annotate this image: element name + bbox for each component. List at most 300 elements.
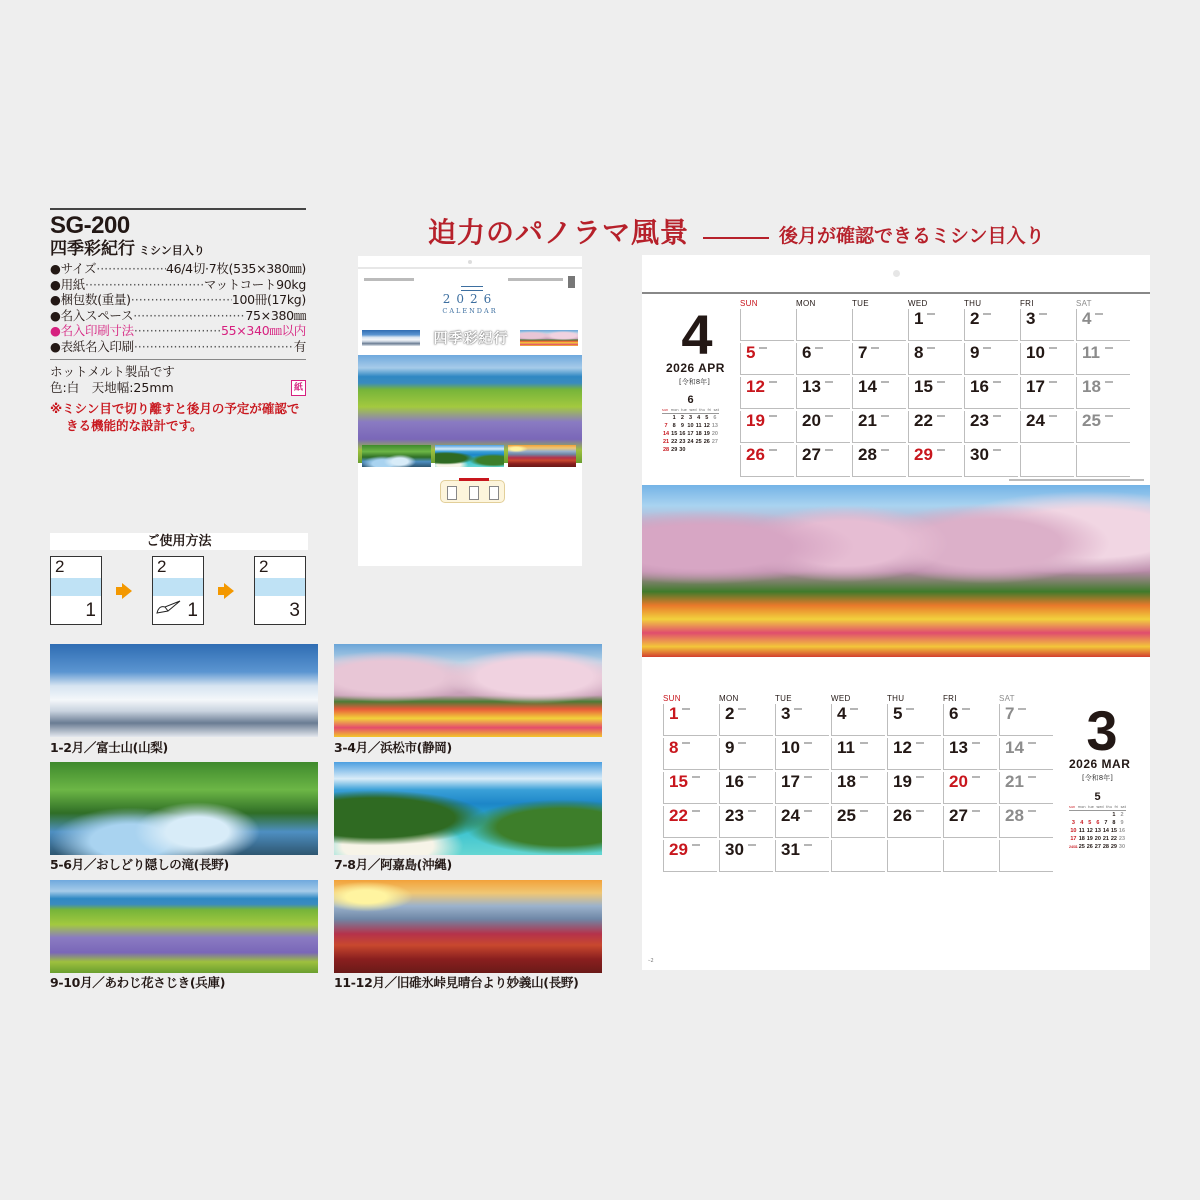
day-cell: [831, 840, 885, 872]
mini-day: 4: [697, 415, 701, 421]
day-number: 17: [781, 772, 800, 791]
day-number: 27: [802, 445, 821, 464]
panorama-photo-hamamatsu: [642, 485, 1150, 657]
rokuyo-note: [860, 776, 868, 778]
march-number: 3: [1086, 699, 1118, 762]
mini-day: 3: [688, 415, 693, 421]
day-cell: [852, 377, 906, 409]
rokuyo-note: [993, 415, 1001, 417]
mini-weekday: sun: [1069, 805, 1076, 809]
rokuyo-note: [850, 708, 858, 710]
mini-day: 27: [1094, 844, 1101, 850]
day-cell: [964, 411, 1018, 443]
mini-day: 13: [1094, 828, 1101, 834]
rokuyo-note: [937, 415, 945, 417]
spec-value: 100冊(17kg): [231, 292, 306, 308]
day-number: 15: [669, 772, 688, 791]
day-cell: [775, 840, 829, 872]
mini-day: 17: [687, 431, 694, 437]
mini-day: 29: [1110, 844, 1117, 850]
mini-days: [662, 414, 719, 454]
rokuyo-note: [815, 347, 823, 349]
mini-day: 7: [664, 423, 668, 429]
mini-calendar-may: [1069, 791, 1126, 851]
mini-weekday: wed: [1096, 805, 1104, 809]
april-label: 2026 APR: [666, 361, 725, 375]
rokuyo-note: [1095, 313, 1103, 315]
rokuyo-note: [1039, 313, 1047, 315]
day-number: 10: [781, 738, 800, 757]
mini-day: 18: [1078, 836, 1085, 842]
mini-weekday: thu: [1106, 805, 1112, 809]
day-cell: [999, 806, 1053, 838]
rokuyo-note: [748, 810, 756, 812]
mini-day: [695, 446, 703, 454]
day-cell: [908, 309, 962, 341]
mini-day: [1086, 811, 1094, 819]
day-cell: [964, 343, 1018, 375]
mini-month-number: 6: [687, 394, 694, 406]
day-cell: [943, 806, 997, 838]
usage-step-1: [50, 556, 102, 625]
mini-weekday: sat: [1120, 805, 1126, 809]
rokuyo-note: [825, 449, 833, 451]
day-cell: [719, 704, 773, 736]
weekday-header: SAT: [999, 694, 1015, 703]
day-number: 1: [669, 704, 679, 723]
day-cell: [887, 772, 941, 804]
thumbnail-caption: 3-4月／浜松市(静岡): [334, 740, 452, 755]
weekday-header: SUN: [663, 694, 681, 703]
thumbnail-myogi: [334, 880, 602, 973]
day-cell: [852, 411, 906, 443]
rokuyo-note: [825, 415, 833, 417]
spec-key: ●名入スペース: [50, 307, 134, 323]
day-cell: [943, 738, 997, 770]
paper-icon: 紙: [291, 380, 306, 396]
rokuyo-note: [1028, 742, 1036, 744]
day-number: 20: [802, 411, 821, 430]
mini-day: 18: [695, 431, 702, 437]
day-cell: [796, 445, 850, 477]
mini-weekday: wed: [689, 408, 697, 412]
thumbnail-caption: 5-6月／おしどり隠しの滝(長野): [50, 857, 229, 872]
step-bottom-number: 1: [85, 600, 96, 621]
thumbnail-hamamatsu: [334, 644, 602, 737]
mini-day: 15: [1110, 828, 1117, 834]
day-cell: [775, 704, 829, 736]
usage-step-2: [152, 556, 204, 625]
leader-dots: [85, 277, 204, 293]
day-number: 12: [746, 377, 765, 396]
mini-day: 10: [1070, 828, 1077, 834]
hanging-hook: [358, 256, 582, 269]
rokuyo-note: [881, 449, 889, 451]
day-cell: [663, 806, 717, 838]
mini-day: 20: [711, 431, 718, 437]
rokuyo-note: [738, 742, 746, 744]
mini-weekday: tue: [681, 408, 687, 412]
day-cell: [1076, 343, 1130, 375]
mini-day: 28: [663, 447, 670, 453]
day-cell: [775, 738, 829, 770]
day-cell: [943, 704, 997, 736]
mini-day: [1069, 811, 1078, 819]
day-cell: [740, 377, 794, 409]
headline: [428, 211, 1045, 251]
day-number: 21: [858, 411, 877, 430]
rokuyo-note: [769, 381, 777, 383]
cover-usage-label: [459, 478, 489, 481]
mini-day: 6: [713, 415, 717, 421]
page-icon: [489, 486, 499, 500]
spec-row: [50, 277, 306, 293]
mini-day: [711, 446, 719, 454]
cover-thumb-falls: [362, 445, 431, 467]
day-number: 19: [746, 411, 765, 430]
rokuyo-note: [962, 708, 970, 710]
mini-day: 24: [687, 439, 694, 445]
rokuyo-note: [769, 415, 777, 417]
mini-day: 1: [1112, 812, 1116, 818]
rokuyo-note: [906, 708, 914, 710]
headline-sub: 後月が確認できるミシン目入り: [779, 225, 1045, 247]
day-number: 30: [725, 840, 744, 859]
cover-title: 四季彩紀行: [433, 331, 509, 347]
april-number: 4: [681, 303, 713, 366]
rokuyo-note: [937, 449, 945, 451]
rokuyo-note: [769, 449, 777, 451]
mini-day: 7: [1104, 820, 1108, 826]
cover-strip-fuji: [362, 330, 420, 346]
spec-row: [50, 323, 306, 339]
mini-weekday: mon: [1077, 805, 1086, 809]
weekday-header: FRI: [943, 694, 957, 703]
perforation-band: [153, 578, 203, 596]
rokuyo-note: [1105, 415, 1113, 417]
day-number: 22: [669, 806, 688, 825]
weekday-header: WED: [908, 299, 928, 308]
day-cell: [999, 738, 1053, 770]
thumbnail-fuji: [50, 644, 318, 737]
day-number: 29: [669, 840, 688, 859]
spec-row: [50, 339, 306, 355]
mini-day: 11: [1078, 828, 1085, 834]
leader-dots: [134, 339, 294, 355]
march-era: [令和8年]: [1082, 774, 1113, 782]
mini-day: 8: [672, 423, 676, 429]
day-cell: [663, 704, 717, 736]
product-title-text: 四季彩紀行: [50, 239, 135, 259]
mini-day: 12: [1086, 828, 1093, 834]
day-number: 23: [725, 806, 744, 825]
cover-year: 2026: [442, 292, 498, 306]
mini-day: 5: [1088, 820, 1092, 826]
rokuyo-note: [748, 844, 756, 846]
rokuyo-note: [916, 742, 924, 744]
weekday-header: TUE: [775, 694, 792, 703]
day-number: 6: [802, 343, 812, 362]
day-number: 2: [725, 704, 735, 723]
day-number: 16: [970, 377, 989, 396]
day-cell: [1020, 309, 1074, 341]
mini-day: 14: [663, 431, 670, 437]
day-cell: [1020, 445, 1074, 477]
usage-heading: ご使用方法: [50, 533, 308, 550]
mini-day: 29: [671, 447, 678, 453]
day-cell: [663, 840, 717, 872]
mini-day: 30: [679, 447, 686, 453]
mini-day: 9: [1120, 820, 1124, 826]
day-number: 9: [725, 738, 735, 757]
leader-dots: [131, 292, 232, 308]
mini-days: [1069, 811, 1126, 851]
day-cell: [887, 738, 941, 770]
mini-day: 2: [1120, 812, 1124, 818]
day-cell: [796, 309, 850, 341]
rokuyo-note: [881, 381, 889, 383]
rokuyo-note: [682, 742, 690, 744]
mini-day: 17: [1070, 836, 1077, 842]
rokuyo-note: [1105, 381, 1113, 383]
day-number: 24: [1026, 411, 1045, 430]
mini-day: 13: [711, 423, 718, 429]
day-cell: [852, 309, 906, 341]
cover-fineprint: [508, 278, 563, 281]
rokuyo-note: [983, 313, 991, 315]
spec-value: マットコート90kg: [203, 276, 306, 292]
cover-calendar-label: CALENDAR: [442, 307, 498, 315]
day-number: 15: [914, 377, 933, 396]
day-number: 27: [949, 806, 968, 825]
day-number: 31: [781, 840, 800, 859]
mini-day: 12: [703, 423, 710, 429]
day-cell: [887, 806, 941, 838]
day-cell: [999, 704, 1053, 736]
day-number: 28: [858, 445, 877, 464]
mini-day: 5: [705, 415, 709, 421]
mini-day: [686, 446, 694, 454]
mini-weekday: fri: [707, 408, 712, 412]
step-bottom-number: 1: [187, 600, 198, 621]
rokuyo-note: [972, 810, 980, 812]
day-number: 8: [914, 343, 924, 362]
day-cell: [775, 806, 829, 838]
divider: [642, 292, 1150, 294]
rokuyo-note: [804, 776, 812, 778]
day-cell: [740, 411, 794, 443]
day-number: 1: [914, 309, 924, 328]
perforation-remark: ※ミシン目で切り離すと後月の予定が確認できる機能的な設計です。: [50, 400, 300, 433]
rokuyo-note: [1049, 347, 1057, 349]
cover-thumb-sunset: [508, 445, 576, 467]
weekday-header: THU: [964, 299, 982, 308]
rokuyo-note: [682, 708, 690, 710]
divider: [50, 208, 306, 210]
rokuyo-note: [916, 776, 924, 778]
step-top-number: 2: [157, 557, 167, 576]
rokuyo-note: [1028, 810, 1036, 812]
mini-calendar-june: [662, 394, 719, 454]
page-icon: [469, 486, 479, 500]
mini-day: 24/31: [1069, 845, 1078, 849]
spec-row: [50, 261, 306, 277]
rokuyo-note: [1028, 776, 1036, 778]
hanging-hole: [893, 270, 900, 277]
rokuyo-note: [825, 381, 833, 383]
mini-day: 26: [703, 439, 710, 445]
day-cell: [943, 840, 997, 872]
spec-row: [50, 292, 306, 308]
spec-list: [50, 261, 306, 355]
rokuyo-note: [972, 742, 980, 744]
day-number: 8: [669, 738, 679, 757]
weekday-header: MON: [796, 299, 816, 308]
rokuyo-note: [860, 742, 868, 744]
spec-row: [50, 308, 306, 324]
day-number: 26: [893, 806, 912, 825]
day-cell: [1076, 411, 1130, 443]
mini-day: 27: [711, 439, 718, 445]
usage-guide: [50, 533, 308, 625]
photo-credit: [1009, 479, 1144, 481]
day-cell: [796, 377, 850, 409]
mini-day: 23: [1118, 836, 1126, 842]
perforation-band: [255, 578, 305, 596]
calendar-sheet-preview: [642, 255, 1150, 970]
mini-day: 30: [1118, 844, 1126, 850]
spec-value: 46/4切·7枚(535×380㎜): [165, 261, 306, 276]
headline-main: 迫力のパノラマ風景: [428, 216, 690, 249]
day-cell: [887, 840, 941, 872]
arrow-right-icon: [102, 583, 152, 599]
rokuyo-note: [804, 844, 812, 846]
day-number: 18: [837, 772, 856, 791]
usage-step-3: [254, 556, 306, 625]
day-cell: [1020, 377, 1074, 409]
mini-weekday: thu: [699, 408, 705, 412]
day-cell: [740, 309, 794, 341]
cover-fineprint: [364, 278, 414, 281]
day-number: 7: [1005, 704, 1015, 723]
page-number: ｰ2: [648, 958, 654, 964]
day-number: 6: [949, 704, 959, 723]
thumbnail-caption: 1-2月／富士山(山梨): [50, 740, 168, 755]
spec-key: ●サイズ: [50, 261, 97, 276]
leader-dots: [96, 261, 166, 277]
day-cell: [740, 343, 794, 375]
rokuyo-note: [860, 810, 868, 812]
mini-day: [1094, 811, 1102, 819]
mini-day: [1078, 811, 1086, 819]
day-number: 23: [970, 411, 989, 430]
weekday-header: THU: [887, 694, 905, 703]
mini-day: 23: [679, 439, 686, 445]
mini-weekday: tue: [1088, 805, 1094, 809]
day-number: 4: [1082, 309, 1092, 328]
mini-month-number: 5: [1094, 791, 1101, 803]
day-cell: [663, 772, 717, 804]
day-cell: [663, 738, 717, 770]
qr-code-icon: [568, 276, 575, 288]
day-cell: [1020, 343, 1074, 375]
mini-day: 1: [672, 415, 676, 421]
rokuyo-note: [692, 844, 700, 846]
tear-corner-icon: [156, 599, 182, 617]
leader-dots: [133, 308, 245, 324]
page-icon: [447, 486, 457, 500]
day-cell: [964, 309, 1018, 341]
rokuyo-note: [738, 708, 746, 710]
arrow-right-icon: [204, 583, 254, 599]
rokuyo-note: [916, 810, 924, 812]
step-bottom-number: 3: [289, 600, 300, 621]
mini-day: 21: [1102, 836, 1109, 842]
day-number: 30: [970, 445, 989, 464]
cover-strip-sakura: [520, 330, 578, 346]
day-cell: [908, 411, 962, 443]
rokuyo-note: [927, 313, 935, 315]
day-number: 10: [1026, 343, 1045, 362]
mini-day: 8: [1112, 820, 1116, 826]
day-cell: [908, 343, 962, 375]
mini-day: 26: [1086, 844, 1093, 850]
rokuyo-note: [1049, 381, 1057, 383]
rokuyo-note: [937, 381, 945, 383]
thumbnail-awaji: [50, 880, 318, 973]
day-cell: [908, 445, 962, 477]
day-number: 26: [746, 445, 765, 464]
day-cell: [831, 772, 885, 804]
day-number: 22: [914, 411, 933, 430]
mini-day: 20: [1094, 836, 1101, 842]
rokuyo-note: [1105, 347, 1113, 349]
mini-day: 28: [1102, 844, 1109, 850]
mini-day: 19: [1086, 836, 1093, 842]
mini-day: 22: [1110, 836, 1117, 842]
day-cell: [796, 411, 850, 443]
weekday-header: WED: [831, 694, 851, 703]
thumbnail-aka-island: [334, 762, 602, 855]
mini-day: 4: [1080, 820, 1084, 826]
day-number: 18: [1082, 377, 1101, 396]
rokuyo-note: [1049, 415, 1057, 417]
mini-day: [703, 446, 711, 454]
rokuyo-note: [871, 347, 879, 349]
step-top-number: 2: [55, 557, 65, 576]
day-cell: [719, 738, 773, 770]
note-hotmelt: ホットメルト製品です: [50, 363, 175, 379]
day-number: 7: [858, 343, 868, 362]
day-number: 5: [746, 343, 756, 362]
rokuyo-note: [804, 742, 812, 744]
day-number: 5: [893, 704, 903, 723]
mini-day: 22: [671, 439, 678, 445]
rokuyo-note: [759, 347, 767, 349]
day-cell: [775, 772, 829, 804]
thumbnail-caption: 9-10月／あわじ花さじき(兵庫): [50, 975, 226, 990]
day-number: 2: [970, 309, 980, 328]
day-cell: [943, 772, 997, 804]
day-number: 4: [837, 704, 847, 723]
day-cell: [719, 772, 773, 804]
mini-day: 11: [695, 423, 702, 429]
spec-value: 55×340㎜以内: [220, 323, 306, 339]
headline-dash: [703, 237, 769, 239]
day-cell: [852, 445, 906, 477]
spec-key: ●用紙: [50, 276, 86, 292]
rokuyo-note: [881, 415, 889, 417]
